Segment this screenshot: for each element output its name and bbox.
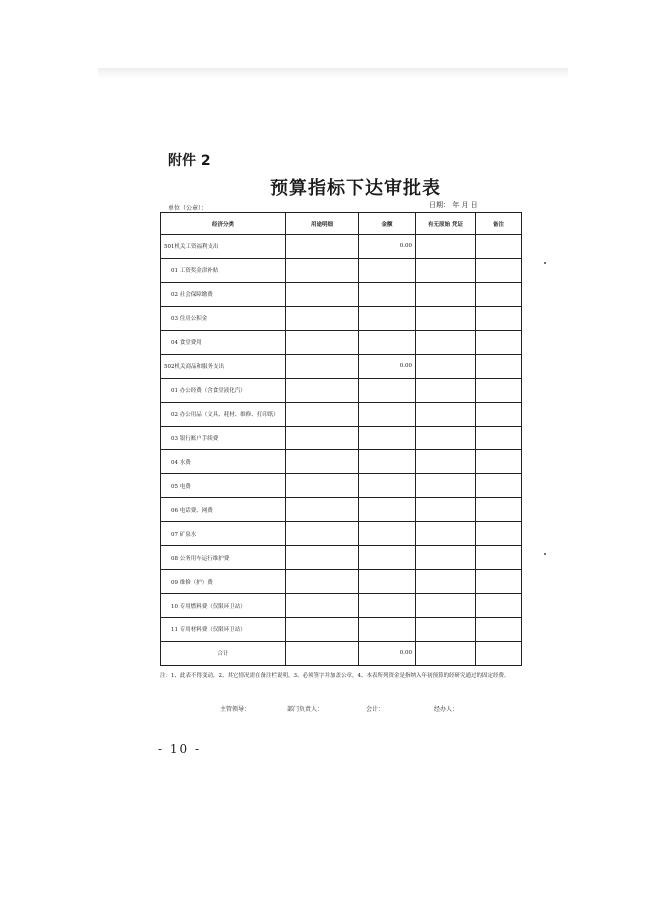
row-purpose <box>286 282 359 306</box>
row-amount <box>359 498 416 522</box>
header-voucher: 有无原始 凭证 <box>416 213 476 235</box>
table-row <box>161 450 522 474</box>
row-purpose <box>286 474 359 498</box>
row-category: 04 食堂费用 <box>161 330 286 354</box>
row-voucher <box>416 522 476 546</box>
table-row <box>161 426 522 450</box>
row-voucher <box>416 641 476 665</box>
table-row <box>161 306 522 330</box>
row-voucher <box>416 570 476 594</box>
table-row <box>161 474 522 498</box>
row-voucher <box>416 235 476 259</box>
row-voucher <box>416 282 476 306</box>
table-header-row <box>161 213 522 235</box>
row-remark <box>476 474 522 498</box>
row-purpose <box>286 618 359 642</box>
row-voucher <box>416 402 476 426</box>
row-purpose <box>286 570 359 594</box>
unit-label: 单位（公章）： <box>168 205 208 212</box>
row-voucher <box>416 258 476 282</box>
table-row <box>161 258 522 282</box>
row-purpose <box>286 402 359 426</box>
row-amount <box>359 306 416 330</box>
row-category: 07 矿泉水 <box>161 522 286 546</box>
row-category: 04 水费 <box>161 450 286 474</box>
row-voucher <box>416 450 476 474</box>
row-remark <box>476 426 522 450</box>
table-row <box>161 378 522 402</box>
row-category: 01 办公经费（含食堂液化汽） <box>161 378 286 402</box>
date-label: 日期： 年 月 日 <box>429 201 478 209</box>
scan-edge-shade <box>98 68 568 78</box>
row-category: 合计 <box>161 641 286 665</box>
row-category: 02 办公用品（文具、耗材、维修、打印纸） <box>161 402 286 426</box>
row-voucher <box>416 306 476 330</box>
row-purpose <box>286 354 359 378</box>
signature-leader: 主管领导： <box>220 706 251 713</box>
row-remark <box>476 546 522 570</box>
row-amount: 0.00 <box>359 354 416 378</box>
row-remark <box>476 570 522 594</box>
row-remark <box>476 306 522 330</box>
row-amount <box>359 378 416 402</box>
row-amount: 0.00 <box>359 235 416 259</box>
row-remark <box>476 641 522 665</box>
row-category: 09 维修（护）费 <box>161 570 286 594</box>
row-amount <box>359 330 416 354</box>
row-category: 502机关商品和服务支出 <box>161 354 286 378</box>
row-voucher <box>416 474 476 498</box>
row-purpose <box>286 450 359 474</box>
row-remark <box>476 450 522 474</box>
scan-speck <box>544 553 546 555</box>
scan-speck <box>544 262 546 264</box>
budget-approval-table <box>160 212 522 666</box>
row-amount <box>359 450 416 474</box>
signature-dept: 部门负责人： <box>287 706 324 713</box>
row-voucher <box>416 330 476 354</box>
row-category: 03 住房公积金 <box>161 306 286 330</box>
row-voucher <box>416 498 476 522</box>
header-remark: 备注 <box>476 213 522 235</box>
attachment-label: 附件 2 <box>168 153 211 169</box>
row-remark <box>476 378 522 402</box>
header-amount: 金额 <box>359 213 416 235</box>
table-row <box>161 522 522 546</box>
table-row <box>161 641 522 665</box>
row-remark <box>476 522 522 546</box>
row-purpose <box>286 258 359 282</box>
row-purpose <box>286 235 359 259</box>
row-category: 03 银行账户手续费 <box>161 426 286 450</box>
row-amount <box>359 522 416 546</box>
row-remark <box>476 402 522 426</box>
row-amount: 0.00 <box>359 641 416 665</box>
header-category: 经济分类 <box>161 213 286 235</box>
row-amount <box>359 546 416 570</box>
row-remark <box>476 618 522 642</box>
signature-handler: 经办人： <box>434 706 459 713</box>
row-purpose <box>286 546 359 570</box>
row-amount <box>359 618 416 642</box>
row-remark <box>476 282 522 306</box>
table-row <box>161 282 522 306</box>
row-purpose <box>286 378 359 402</box>
row-purpose <box>286 306 359 330</box>
row-remark <box>476 498 522 522</box>
row-remark <box>476 354 522 378</box>
form-title: 预算指标下达审批表 <box>270 178 441 199</box>
row-remark <box>476 258 522 282</box>
row-remark <box>476 594 522 618</box>
row-amount <box>359 282 416 306</box>
row-voucher <box>416 594 476 618</box>
page-number: - 10 - <box>158 742 202 756</box>
header-purpose: 用途明细 <box>286 213 359 235</box>
table-row <box>161 546 522 570</box>
footnote: 注：1、此表不得变动，2、其它情况需在备注栏说明，3、必须签字并加盖公章，4、本表所列资金是指纳入年初预算的经研究通过的固定经费。 <box>160 673 510 679</box>
table-row <box>161 235 522 259</box>
row-voucher <box>416 618 476 642</box>
row-category: 01 工资奖金津补贴 <box>161 258 286 282</box>
row-amount <box>359 594 416 618</box>
row-category: 11 专用材料费（仅限环卫站） <box>161 618 286 642</box>
row-amount <box>359 258 416 282</box>
row-purpose <box>286 522 359 546</box>
row-category: 05 电费 <box>161 474 286 498</box>
table-row <box>161 354 522 378</box>
row-purpose <box>286 426 359 450</box>
row-category: 06 电话费、网费 <box>161 498 286 522</box>
row-category: 501机关工资福利支出 <box>161 235 286 259</box>
row-purpose <box>286 641 359 665</box>
row-amount <box>359 474 416 498</box>
table-row <box>161 330 522 354</box>
row-purpose <box>286 594 359 618</box>
row-voucher <box>416 378 476 402</box>
table-row <box>161 594 522 618</box>
row-voucher <box>416 354 476 378</box>
row-purpose <box>286 330 359 354</box>
row-category: 02 社会保障缴费 <box>161 282 286 306</box>
table-row <box>161 402 522 426</box>
signature-accountant: 会计： <box>366 706 385 713</box>
row-voucher <box>416 546 476 570</box>
table-row <box>161 618 522 642</box>
row-amount <box>359 402 416 426</box>
table-row <box>161 498 522 522</box>
row-voucher <box>416 426 476 450</box>
row-remark <box>476 330 522 354</box>
row-amount <box>359 426 416 450</box>
row-category: 10 专用燃料费（仅限环卫站） <box>161 594 286 618</box>
row-amount <box>359 570 416 594</box>
row-purpose <box>286 498 359 522</box>
table-row <box>161 570 522 594</box>
row-category: 08 公务用车运行维护费 <box>161 546 286 570</box>
row-remark <box>476 235 522 259</box>
